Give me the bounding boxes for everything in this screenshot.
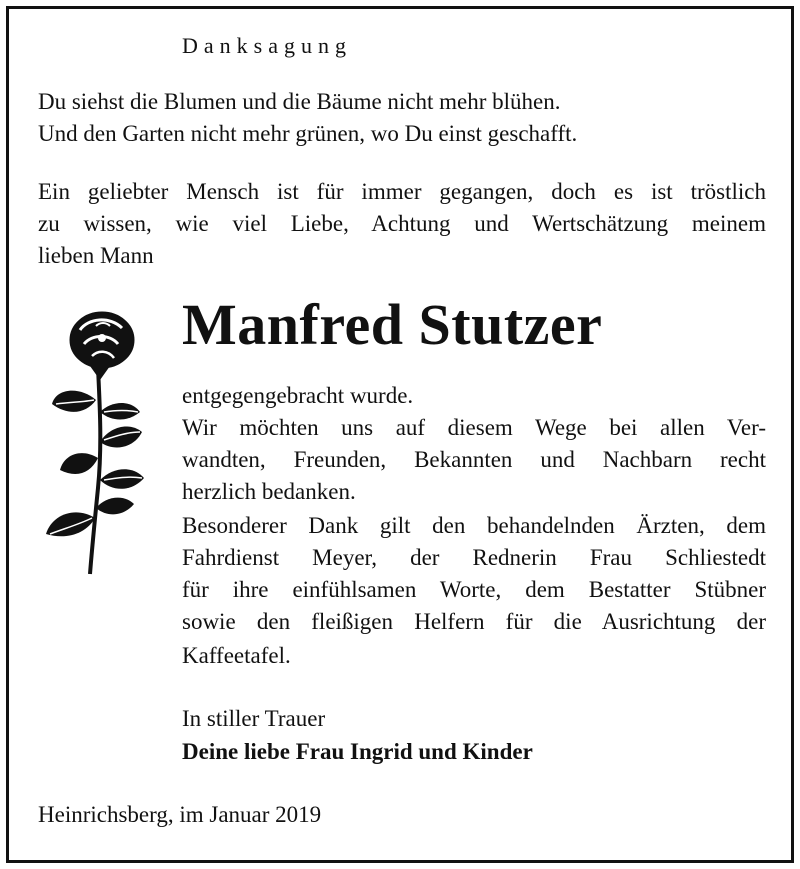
intro-line-2: zu wissen, wie viel Liebe, Achtung und Wertschätzung meinem — [38, 211, 766, 236]
body-line-2: Wir möchten uns auf diesem Wege bei allen Ver- — [182, 415, 766, 440]
body-line-7: für ihre einfühlsamen Worte, dem Bestatter Stübner — [182, 577, 766, 602]
body-line-4: herzlich bedanken. — [182, 479, 356, 504]
rose-icon — [40, 308, 152, 578]
poem-line-2: Und den Garten nicht mehr grünen, wo Du einst geschafft. — [38, 121, 578, 146]
body-line-8: sowie den fleißigen Helfern für die Ausrichtung der — [182, 609, 766, 634]
place-date: Heinrichsberg, im Januar 2019 — [38, 802, 322, 827]
closing-signature: Deine liebe Frau Ingrid und Kinder — [182, 739, 533, 764]
body-line-5: Besonderer Dank gilt den behandelnden Ärzten, dem — [182, 513, 766, 538]
body-line-1: entgegengebracht wurde. — [182, 383, 414, 408]
intro-line-1: Ein geliebter Mensch ist für immer gegangen, doch es ist tröstlich — [38, 179, 766, 204]
notice-heading: Danksagung — [182, 33, 352, 58]
deceased-name: Manfred Stutzer — [182, 292, 603, 357]
body-line-9: Kaffeetafel. — [182, 643, 291, 668]
body-line-6: Fahrdienst Meyer, der Rednerin Frau Schliestedt — [182, 545, 766, 570]
closing-mourning: In stiller Trauer — [182, 706, 326, 731]
poem-line-1: Du siehst die Blumen und die Bäume nicht mehr blühen. — [38, 89, 561, 114]
body-line-3: wandten, Freunden, Bekannten und Nachbarn recht — [182, 447, 766, 472]
intro-line-3: lieben Mann — [38, 243, 154, 268]
